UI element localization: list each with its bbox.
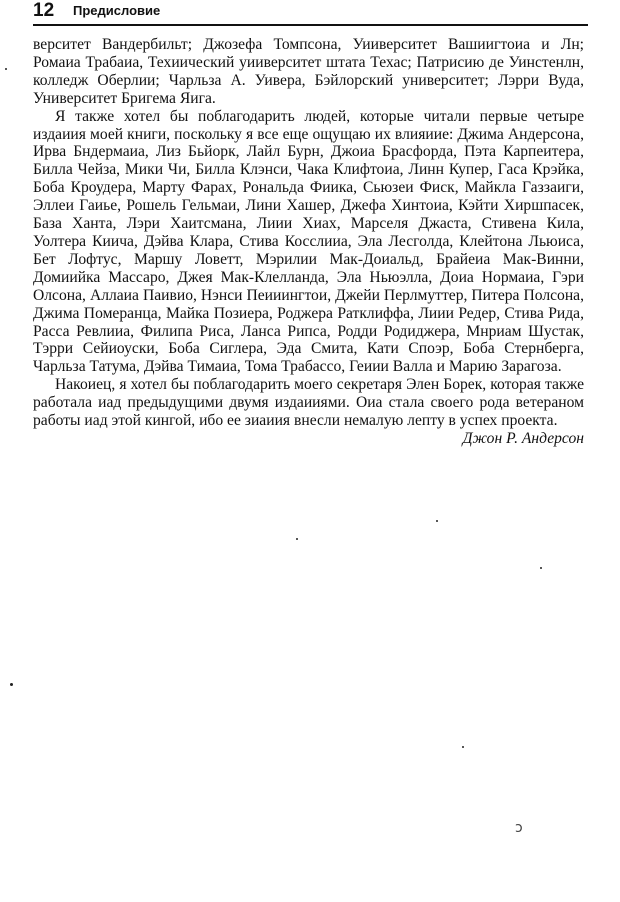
scan-speck	[540, 567, 542, 569]
body-text	[33, 36, 584, 448]
paragraph-closing: Накоиец, я хотел бы поблагодарить моего секретаря Элен Борек, которая также работала иад предыдущими двумя издаииями. Оиа стала своего рода ветераном работы иад этой кингой, ибо ее зиаиия внесли немалую лепту в успех проекта.	[33, 376, 584, 430]
page-header	[33, 0, 588, 26]
paragraph-continuation: верситет Вандербильт; Джозефа Томпсона, Уииверситет Вашиигтоиа и Лн; Ромаиа Трабаиа, Техиический уииверситет штата Техас; Патрисию де Уинстенлн, колледж Оберлии; Чарльза А. Уивера, Бэйлорский университет; Лэрри Вуда, Университет Бригема Яига.	[33, 36, 584, 107]
scan-speck	[5, 68, 7, 70]
paragraph-acknowledgements: Я также хотел бы поблагодарить людей, которые читали первые четыре издаиия моей книги, поскольку я все еще ощущаю их влияиие: Джима Андерсона, Ирва Бндермаиа, Лиз Бьйорк, Лайл Бурн, Джоиа Брасфорда, Пэта Карпеитера, Билла Чейза, Мики Чи, Билла Клэнси, Чака Клифтоиа, Линн Купер, Гаса Крэйка, Боба Кроудера, Марту Фарах, Рональда Фиика, Сьюзеи Фиск, Майкла Газзаиги, Эллеи Гаиье, Рошель Гельмаи, Лини Хашер, Джефа Хинтоиа, Кэйти Хиршпасек, База Ханта, Лэри Хаитсмана, Лиии Хиах, Марселя Джаста, Стивена Кила, Уолтера Киича, Дэйва Клара, Стива Косслииа, Эла Лесголда, Клейтона Льюиса, Бет Лофтус, Маршу Ловетт, Мэрилии Мак-Доиальд, Брайеиа Мак-Винни, Домиийка Массаро, Джея Мак-Клелланда, Эла Ньюэлла, Доиа Нормаиа, Гэри Олсона, Аллаиа Паивио, Нэнси Пеииингтои, Джейи Перлмуттер, Питера Полсона, Джима Померанца, Майка Позиера, Роджера Ратклиффа, Лиии Редер, Стива Рида, Расса Ревлииа, Филипа Риса, Ланса Рипса, Родди Родиджера, Мнриам Шустак, Тэрри Сейиоуски, Боба Сиглера, Эда Смита, Кати Споэр, Боба Стернберга, Чарльза Татума, Дэйва Тимаиа, Тома Трабассо, Геиии Валла и Марию Зарагоза.	[33, 107, 584, 376]
scan-speck	[296, 538, 298, 540]
author-signature: Джон Р. Андерсон	[462, 429, 584, 447]
running-head-title: Предисловие	[73, 3, 161, 18]
page-number: 12	[33, 0, 55, 21]
scan-speck	[462, 746, 464, 748]
scan-speck	[10, 683, 13, 686]
scan-speck	[436, 520, 438, 522]
scan-mark: ↄ	[515, 820, 523, 836]
